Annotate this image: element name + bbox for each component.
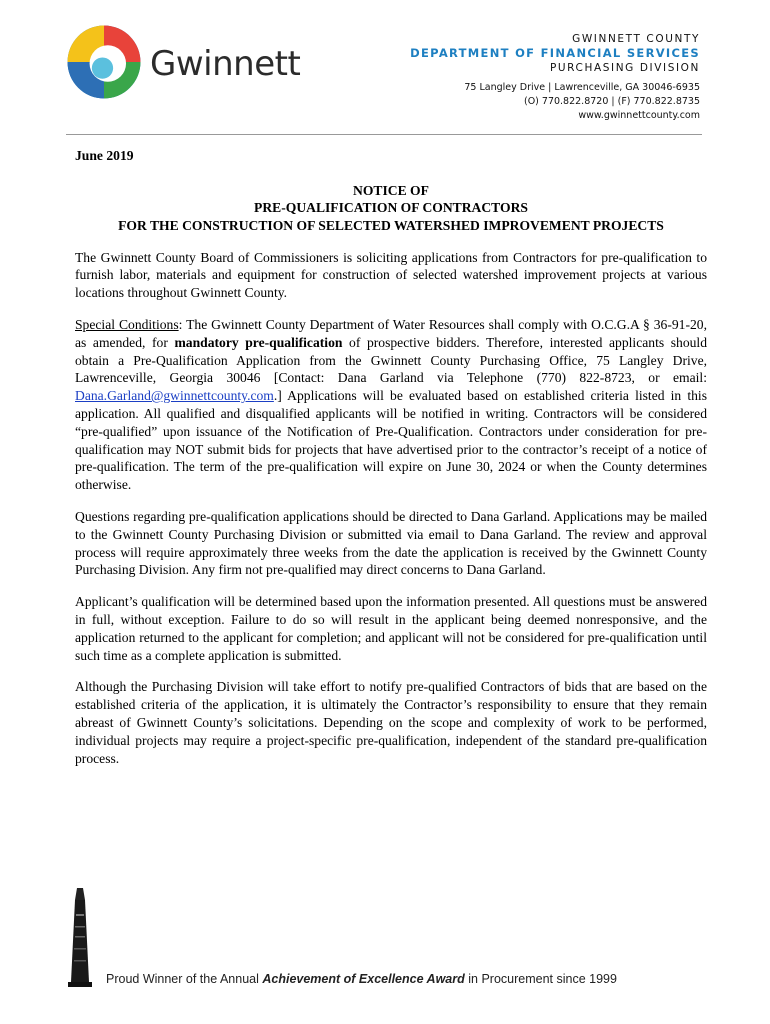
mandatory-prequalification: mandatory pre-qualification [174,334,343,350]
footer-text: in Procurement since 1999 [464,972,617,986]
department-name: DEPARTMENT OF FINANCIAL SERVICES [410,46,700,60]
header-divider [66,134,702,135]
paragraph-qualification: Applicant’s qualification will be determined based upon the information presented. All questions must be answered in full, without exception. Failure to do so will result in the applicant being deemed nonresponsive, and the application returned to the applicant for completion; and applicant will not be considered for pre-qualification until such time as a complete application is submitted. [75,594,707,663]
notice-date: June 2019 [75,148,134,163]
award-name: Achievement of Excellence Award [262,972,465,986]
notice-body [75,143,707,767]
address-line: 75 Langley Drive | Lawrenceville, GA 30046-6935 [464,82,700,93]
title-line: PRE-QUALIFICATION OF CONTRACTORS [254,200,528,216]
paragraph-text: of prospective bidders. Therefore, interested applicants should obtain a Pre-Qualification Application from the Gwinnett County Purchasing Office, 75 Langley Drive, Lawrenceville, Georgia 30046 [Contact: Dana Garland via Telephone (770) 822-8723, or email: [75,334,707,386]
title-line: FOR THE CONSTRUCTION OF SELECTED WATERSHED IMPROVEMENT PROJECTS [118,217,664,233]
phone-line: (O) 770.822.8720 | (F) 770.822.8735 [523,96,700,107]
website-line: www.gwinnettcounty.com [578,110,700,121]
paragraph-questions: Questions regarding pre-qualification applications should be directed to Dana Garland. Applications may be mailed to the Gwinnett County Purchasing Division or submitted via email to Dana Garland. The review and approval process will require approximately three weeks from the date the application is received by the Gwinnett County Purchasing Division. Any firm not pre-qualified may direct concerns to Dana Garland. [75,508,707,578]
gwinnett-logo-icon [66,24,142,100]
logo-wordmark: Gwinnett [150,44,301,84]
organization-block [410,32,700,123]
paragraph-intro: The Gwinnett County Board of Commissioners is soliciting applications from Contractors for pre-qualification to furnish labor, materials and equipment for construction of selected watershed improvement projects at various locations throughout Gwinnett County. [75,249,707,301]
notice-title [75,182,707,235]
division-name: PURCHASING DIVISION [549,62,700,74]
title-line: NOTICE OF [353,182,429,198]
footer-award-text [106,972,617,986]
county-name: GWINNETT COUNTY [572,33,700,45]
paragraph-special-conditions [75,316,707,494]
paragraph-text: : The Gwinnett County Department of Water Resources shall comply with O.C.G.A § 36-91-20, as amended, for [75,316,707,350]
contact-email-link[interactable]: Dana.Garland@gwinnettcounty.com [75,388,274,404]
paragraph-text: .] Applications will be evaluated based on established criteria listed in this application. All qualified and disqualified applicants will be notified in writing. Contractors will be considered “pre-qualified” upon issuance of the Notification of Pre-Qualification. Contractors under consideration for pre-qualification may NOT submit bids for projects that have advertised prior to the contractor’s receipt of a notice of pre-qualification. The term of the pre-qualification will expire on June 30, 2024 or when the County determines otherwise. [75,388,707,493]
footer-text: Proud Winner of the Annual [106,972,263,986]
special-conditions-label: Special Conditions [75,316,179,332]
paragraph-notification: Although the Purchasing Division will take effort to notify pre-qualified Contractors of bids that are based on the established criteria of the application, it is ultimately the Contractor’s responsibility to ensure that they remain abreast of Gwinnett County’s solicitations. Depending on the scope and complexity of work to be performed, individual projects may require a project-specific pre-qualification, independent of the standard pre-qualification process. [75,679,707,766]
award-trophy-icon [60,886,100,988]
